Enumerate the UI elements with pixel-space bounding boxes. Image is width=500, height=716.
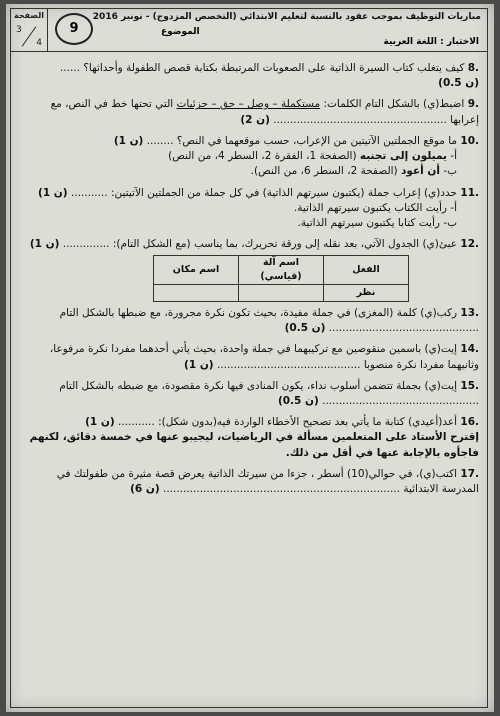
table-row [154, 284, 409, 301]
question-10 [11, 134, 487, 180]
example-sentence: رأيت الكتاب يكتبون سيرتهم الذاتية. [293, 201, 447, 214]
question-text: إيت(ي) باسمين منقوصين مع تركيبهما في جملة واحدة، بحيث يأتي أحدهما مفردا نكرة مرفوعا، وثانيهما مفردا نكرة منصوبا [49, 343, 479, 371]
question-text: أعد(أعيدي) كتابة ما يأتي بعد تصحيح الأخطاء الواردة فيه(بدون شكل): [158, 416, 458, 429]
quoted-sentence: أن أعود [401, 165, 440, 178]
answer-dots: ...... [59, 62, 80, 74]
question-number: 8. [467, 62, 479, 74]
sub-label: أ- [450, 150, 457, 163]
question-14 [11, 342, 487, 372]
question-points: (0.5 ن) [277, 395, 319, 408]
page-current: 3 [16, 25, 22, 35]
question-text: عبئ(ي) الجدول الآتي، بعد نقله إلى ورقة تحريرك، بما يناسب (مع الشكل التام): [112, 238, 458, 251]
question-text: اضبط(ي) بالشكل التام الكلمات: [323, 98, 465, 111]
question-points: (1 ن) [184, 358, 214, 371]
table-header-cell: اسم آلة (قياسي) [239, 256, 324, 285]
example-sentence: رأيت كتابا يكتبون سيرتهم الذاتية. [297, 216, 440, 229]
question-text: ما موقع الجملتين الآتيتين من الإعراب، حسب موقعهما في النص؟ [176, 134, 458, 147]
question-13 [11, 306, 487, 336]
question-9 [11, 97, 487, 127]
exam-header [11, 9, 487, 52]
question-number: 16. [460, 416, 479, 429]
question-number: 13. [460, 306, 479, 319]
page-total: 4 [36, 38, 42, 48]
sub-label: ب- [443, 216, 457, 229]
answer-dots: ........... [118, 416, 155, 429]
sub-item-b [19, 164, 479, 179]
question-8 [11, 61, 487, 91]
exam-title: مباريات التوظيف بموجب عقود بالنسبة لتعليم الابتدائي (التخصص المزدوج) - نونبر 2016 [92, 12, 481, 22]
answer-dots: ........... [70, 186, 108, 199]
underlined-words: مستكملة – وصل – حق – جزئيات [176, 98, 321, 111]
question-17 [11, 467, 487, 497]
text-reference: (الصفحة 2، السطر 6، من النص). [250, 165, 398, 178]
morphology-table [153, 255, 409, 302]
question-15 [11, 379, 487, 409]
question-number: 15. [460, 379, 479, 392]
question-text: اكتب(ي)، في حوالي(10) أسطر ، جزءا من سيرتك الذاتية يعرض قصة مثيرة من طفولتك في المدرسة الابتدائية [56, 467, 479, 496]
question-points: (0.5 ن) [284, 322, 326, 335]
question-text: ركب(ي) كلمة (المغزى) في جملة مفيدة، بحيث تكون نكرة مجرورة، مع ضبطها بالشكل التام [59, 306, 458, 319]
page-frame [10, 8, 488, 708]
sub-label: ب- [443, 165, 457, 178]
sub-item-a [19, 149, 479, 164]
question-number: 14. [460, 343, 479, 356]
question-points: (1 ن) [29, 238, 60, 251]
answer-dots: ........................................... [216, 358, 361, 371]
sub-item-b [19, 216, 479, 231]
table-cell [154, 284, 239, 301]
text-reference: (الصفحة 1، الفقرة 2، السطر 4، من النص) [168, 150, 357, 163]
question-text: كيف يتغلب كتاب السيرة الذاتية على الصعوبات المرتبطة بكتابة قصص الطفولة وأحداثها؟ [83, 62, 465, 74]
question-16 [11, 415, 487, 461]
question-points: (2 ن) [240, 113, 270, 126]
table-header-cell: الفعل [324, 256, 409, 285]
table-header-row [154, 256, 409, 285]
answer-dots: ........ [146, 134, 174, 147]
answer-dots: ....................................................................... [162, 483, 400, 496]
answer-dots: ............................................. [328, 322, 479, 335]
question-points: (1 ن) [38, 186, 68, 199]
question-points: (1 ن) [113, 134, 144, 147]
answer-dots: .............. [62, 238, 110, 251]
questions-list [11, 53, 487, 501]
question-number: 12. [460, 238, 479, 251]
sub-item-a [19, 201, 479, 216]
table-cell [239, 284, 324, 301]
question-number: 17. [460, 467, 479, 480]
question-points: (1 ن) [85, 416, 115, 429]
answer-dots: .................................................... [273, 113, 447, 126]
question-12 [11, 237, 487, 302]
page-box-label: الصفحة [13, 11, 44, 20]
question-number: 10. [460, 134, 479, 147]
question-text: إيت(ي) بجملة تتضمن أسلوب نداء، يكون المنادى فيها نكرة مقصودة، مع ضبطه بالشكل التام [59, 379, 458, 392]
quoted-sentence: يميلون إلى تجنبه [359, 150, 447, 163]
table-cell: نظر [324, 284, 409, 301]
question-text: حدد(ي) إعراب جملة (يكتبون سيرتهم الذاتية) في كل جملة من الجملتين الآتيتين: [110, 186, 458, 199]
question-number: 9. [467, 98, 479, 111]
answer-dots: ............................................... [322, 395, 479, 408]
question-points: (6 ن) [130, 483, 160, 496]
exam-sheet [6, 4, 494, 712]
page-divider-slash [22, 26, 37, 46]
question-text-continued: التي تحتها خط في النص، مع إعرابها [50, 98, 479, 126]
question-number: 11. [460, 186, 479, 199]
circled-number: 9 [55, 13, 93, 45]
exam-subject: الاختبار : اللغة العربية [383, 37, 479, 47]
question-11 [11, 186, 487, 232]
correction-passage: إقترح الأستاد على المتعلمين مسألة في الرياضيات، ليجيبو عنها في خمسة دقائق، لكنهم فاجأوه بالإجابة عنها في أقل من ذلك. [29, 431, 479, 459]
table-header-cell: اسم مكان [154, 256, 239, 285]
question-points: (0.5 ن) [438, 77, 479, 90]
sub-label: أ- [450, 201, 457, 214]
subject-label: الموضوع [161, 27, 200, 37]
page-number-box [11, 9, 48, 51]
